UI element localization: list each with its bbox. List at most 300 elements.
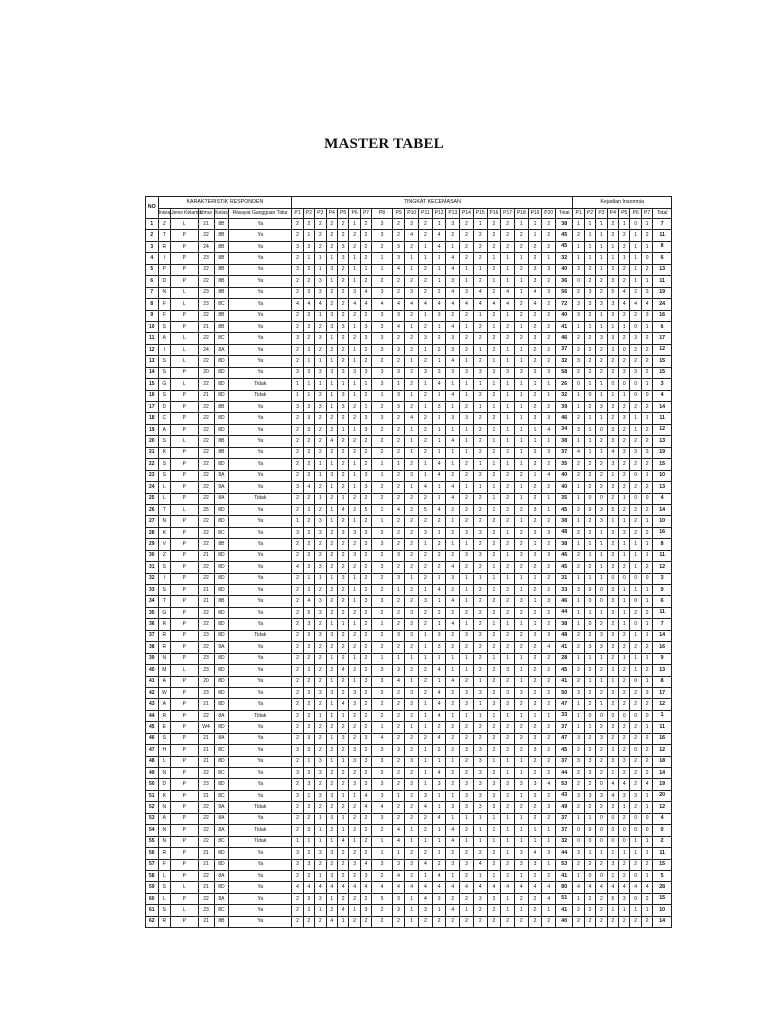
insomnia-score-cell: 2 bbox=[607, 482, 618, 493]
anxiety-score-cell: 3 bbox=[337, 390, 348, 401]
age-cell: 24 bbox=[198, 344, 214, 355]
row-number-cell: 31 bbox=[146, 562, 159, 573]
anxiety-score-cell: 1 bbox=[487, 870, 501, 881]
anxiety-score-cell: 3 bbox=[315, 333, 326, 344]
anxiety-score-cell: 1 bbox=[405, 676, 419, 687]
insomnia-score-cell: 0 bbox=[584, 504, 595, 515]
anxiety-score-cell: 1 bbox=[326, 836, 337, 847]
gender-cell: P bbox=[171, 607, 198, 618]
anxiety-score-cell: 2 bbox=[432, 287, 446, 298]
insomnia-score-cell: 0 bbox=[630, 219, 641, 230]
insomnia-score-cell: 1 bbox=[607, 516, 618, 527]
class-cell: 8D bbox=[214, 848, 229, 859]
anxiety-score-cell: 2 bbox=[392, 287, 405, 298]
insomnia-score-cell: 1 bbox=[619, 607, 630, 618]
anxiety-score-cell: 2 bbox=[460, 459, 474, 470]
anxiety-score-cell: 2 bbox=[292, 550, 303, 561]
insomnia-score-cell: 1 bbox=[630, 264, 641, 275]
class-cell: 8B bbox=[214, 436, 229, 447]
anxiety-score-cell: 2 bbox=[337, 859, 348, 870]
anxiety-score-cell: 2 bbox=[349, 413, 360, 424]
anxiety-score-cell: 3 bbox=[487, 367, 501, 378]
anxiety-score-cell: 2 bbox=[487, 413, 501, 424]
anxiety-score-cell: 2 bbox=[315, 539, 326, 550]
anxiety-score-cell: 1 bbox=[405, 836, 419, 847]
anxiety-score-cell: 2 bbox=[315, 504, 326, 515]
anxiety-score-cell: 3 bbox=[473, 687, 487, 698]
anxiety-score-cell: 2 bbox=[460, 562, 474, 573]
anxiety-score-cell: 2 bbox=[349, 916, 360, 927]
sleep-history-cell: Ya bbox=[229, 916, 292, 927]
sleep-history-cell: Ya bbox=[229, 676, 292, 687]
class-cell: 8D bbox=[214, 653, 229, 664]
anxiety-score-cell: 1 bbox=[528, 470, 542, 481]
class-cell: 8C bbox=[214, 905, 229, 916]
gender-cell: L bbox=[171, 665, 198, 676]
anxiety-score-cell: 2 bbox=[487, 539, 501, 550]
col-header-char: Umur bbox=[198, 209, 214, 219]
age-cell: 22 bbox=[198, 402, 214, 413]
anxiety-score-cell: 1 bbox=[514, 402, 528, 413]
insomnia-score-cell: 0 bbox=[596, 596, 607, 607]
anxiety-score-cell: 2 bbox=[528, 756, 542, 767]
table-row bbox=[146, 630, 672, 641]
insomnia-score-cell: 2 bbox=[596, 745, 607, 756]
anxiety-score-cell: 3 bbox=[405, 219, 419, 230]
anxiety-score-cell: 2 bbox=[542, 516, 556, 527]
anxiety-score-cell: 1 bbox=[514, 287, 528, 298]
age-cell: 22 bbox=[198, 436, 214, 447]
anxiety-score-cell: 1 bbox=[405, 436, 419, 447]
insomnia-score-cell: 1 bbox=[641, 676, 652, 687]
anxiety-total-cell: 34 bbox=[556, 424, 573, 435]
anxiety-score-cell: 3 bbox=[372, 219, 393, 230]
anxiety-score-cell: 2 bbox=[315, 653, 326, 664]
insomnia-score-cell: 1 bbox=[641, 848, 652, 859]
anxiety-score-cell: 1 bbox=[372, 504, 393, 515]
sleep-history-cell: Tidak bbox=[229, 825, 292, 836]
age-cell: 22 bbox=[198, 459, 214, 470]
initial-cell: R bbox=[158, 642, 171, 653]
insomnia-score-cell: 3 bbox=[619, 527, 630, 538]
anxiety-score-cell: 2 bbox=[292, 573, 303, 584]
anxiety-score-cell: 3 bbox=[303, 241, 314, 252]
insomnia-score-cell: 1 bbox=[596, 539, 607, 550]
anxiety-total-cell: 48 bbox=[556, 527, 573, 538]
anxiety-score-cell: 2 bbox=[315, 733, 326, 744]
class-cell: 8D bbox=[214, 390, 229, 401]
insomnia-total-cell: 18 bbox=[653, 756, 672, 767]
anxiety-score-cell: 1 bbox=[315, 253, 326, 264]
sleep-history-cell: Ya bbox=[229, 870, 292, 881]
table-row bbox=[146, 710, 672, 721]
anxiety-score-cell: 3 bbox=[303, 424, 314, 435]
anxiety-score-cell: 2 bbox=[473, 390, 487, 401]
anxiety-score-cell: 2 bbox=[514, 241, 528, 252]
table-row bbox=[146, 482, 672, 493]
insomnia-score-cell: 1 bbox=[641, 550, 652, 561]
col-header-anxiety: P20 bbox=[542, 209, 556, 219]
insomnia-score-cell: 4 bbox=[619, 287, 630, 298]
insomnia-score-cell: 1 bbox=[573, 893, 584, 904]
anxiety-total-cell: 53 bbox=[556, 779, 573, 790]
anxiety-score-cell: 3 bbox=[337, 527, 348, 538]
anxiety-score-cell: 1 bbox=[432, 802, 446, 813]
gender-cell: L bbox=[171, 219, 198, 230]
insomnia-score-cell: 2 bbox=[584, 470, 595, 481]
insomnia-score-cell: 0 bbox=[607, 573, 618, 584]
gender-cell: P bbox=[171, 596, 198, 607]
class-cell: 8D bbox=[214, 699, 229, 710]
anxiety-score-cell: 2 bbox=[528, 665, 542, 676]
insomnia-score-cell: 2 bbox=[607, 642, 618, 653]
sleep-history-cell: Ya bbox=[229, 756, 292, 767]
class-cell: 8C bbox=[214, 333, 229, 344]
anxiety-total-cell: 53 bbox=[556, 859, 573, 870]
anxiety-score-cell: 2 bbox=[326, 550, 337, 561]
anxiety-score-cell: 1 bbox=[349, 619, 360, 630]
anxiety-score-cell: 1 bbox=[501, 905, 515, 916]
insomnia-score-cell: 1 bbox=[596, 562, 607, 573]
anxiety-score-cell: 1 bbox=[487, 756, 501, 767]
insomnia-score-cell: 2 bbox=[641, 482, 652, 493]
anxiety-score-cell: 3 bbox=[372, 333, 393, 344]
anxiety-score-cell: 2 bbox=[460, 493, 474, 504]
insomnia-score-cell: 3 bbox=[573, 264, 584, 275]
insomnia-score-cell: 2 bbox=[630, 756, 641, 767]
anxiety-score-cell: 3 bbox=[405, 619, 419, 630]
anxiety-score-cell: 2 bbox=[326, 607, 337, 618]
anxiety-score-cell: 4 bbox=[501, 287, 515, 298]
anxiety-score-cell: 2 bbox=[432, 859, 446, 870]
insomnia-score-cell: 3 bbox=[641, 687, 652, 698]
anxiety-score-cell: 2 bbox=[303, 276, 314, 287]
anxiety-score-cell: 2 bbox=[501, 596, 515, 607]
insomnia-score-cell: 3 bbox=[607, 527, 618, 538]
insomnia-score-cell: 1 bbox=[619, 219, 630, 230]
anxiety-total-cell: 45 bbox=[556, 562, 573, 573]
initial-cell: K bbox=[158, 527, 171, 538]
insomnia-score-cell: 3 bbox=[607, 596, 618, 607]
anxiety-score-cell: 3 bbox=[326, 310, 337, 321]
insomnia-score-cell: 0 bbox=[584, 836, 595, 847]
anxiety-score-cell: 2 bbox=[315, 219, 326, 230]
table-row bbox=[146, 321, 672, 332]
anxiety-score-cell: 1 bbox=[460, 424, 474, 435]
anxiety-score-cell: 3 bbox=[372, 859, 393, 870]
insomnia-score-cell: 3 bbox=[596, 333, 607, 344]
anxiety-score-cell: 3 bbox=[326, 848, 337, 859]
anxiety-score-cell: 3 bbox=[446, 802, 460, 813]
anxiety-score-cell: 2 bbox=[349, 607, 360, 618]
insomnia-score-cell: 2 bbox=[573, 562, 584, 573]
anxiety-score-cell: 1 bbox=[446, 653, 460, 664]
gender-cell: P bbox=[171, 241, 198, 252]
insomnia-total-cell: 1 bbox=[653, 710, 672, 721]
class-cell: 8D bbox=[214, 562, 229, 573]
anxiety-score-cell: 2 bbox=[292, 253, 303, 264]
insomnia-score-cell: 1 bbox=[619, 253, 630, 264]
insomnia-score-cell: 2 bbox=[584, 916, 595, 927]
table-row bbox=[146, 653, 672, 664]
gender-cell: P bbox=[171, 768, 198, 779]
anxiety-score-cell: 2 bbox=[326, 779, 337, 790]
anxiety-score-cell: 3 bbox=[292, 241, 303, 252]
insomnia-score-cell: 2 bbox=[596, 905, 607, 916]
anxiety-score-cell: 2 bbox=[542, 276, 556, 287]
anxiety-score-cell: 2 bbox=[419, 665, 433, 676]
anxiety-score-cell: 4 bbox=[432, 470, 446, 481]
anxiety-score-cell: 2 bbox=[473, 733, 487, 744]
anxiety-score-cell: 1 bbox=[419, 402, 433, 413]
class-cell: 8B bbox=[214, 253, 229, 264]
sleep-history-cell: Ya bbox=[229, 562, 292, 573]
sleep-history-cell: Ya bbox=[229, 333, 292, 344]
insomnia-score-cell: 1 bbox=[641, 516, 652, 527]
anxiety-score-cell: 4 bbox=[432, 504, 446, 515]
class-cell: 8A bbox=[214, 482, 229, 493]
table-row bbox=[146, 504, 672, 515]
row-number-cell: 44 bbox=[146, 710, 159, 721]
anxiety-score-cell: 1 bbox=[315, 356, 326, 367]
anxiety-score-cell: 3 bbox=[473, 802, 487, 813]
class-cell: 8D bbox=[214, 756, 229, 767]
insomnia-score-cell: 0 bbox=[573, 825, 584, 836]
anxiety-score-cell: 2 bbox=[326, 219, 337, 230]
class-cell: 8A bbox=[214, 802, 229, 813]
anxiety-score-cell: 2 bbox=[326, 299, 337, 310]
anxiety-score-cell: 3 bbox=[360, 413, 371, 424]
anxiety-score-cell: 2 bbox=[473, 504, 487, 515]
anxiety-score-cell: 2 bbox=[315, 642, 326, 653]
insomnia-score-cell: 2 bbox=[584, 276, 595, 287]
anxiety-score-cell: 1 bbox=[432, 905, 446, 916]
insomnia-score-cell: 1 bbox=[596, 653, 607, 664]
anxiety-score-cell: 2 bbox=[315, 665, 326, 676]
insomnia-score-cell: 4 bbox=[641, 779, 652, 790]
anxiety-score-cell: 2 bbox=[487, 230, 501, 241]
col-header-insomnia: Total bbox=[653, 209, 672, 219]
insomnia-score-cell: 2 bbox=[596, 356, 607, 367]
age-cell: 22 bbox=[198, 607, 214, 618]
age-cell: 23 bbox=[198, 253, 214, 264]
row-number-cell: 41 bbox=[146, 676, 159, 687]
insomnia-score-cell: 2 bbox=[641, 459, 652, 470]
insomnia-score-cell: 4 bbox=[573, 447, 584, 458]
insomnia-score-cell: 2 bbox=[630, 733, 641, 744]
anxiety-score-cell: 2 bbox=[460, 402, 474, 413]
anxiety-score-cell: 4 bbox=[292, 562, 303, 573]
anxiety-score-cell: 2 bbox=[372, 699, 393, 710]
anxiety-score-cell: 2 bbox=[292, 504, 303, 515]
row-number-cell: 16 bbox=[146, 390, 159, 401]
age-cell: 22 bbox=[198, 482, 214, 493]
anxiety-score-cell: 1 bbox=[501, 573, 515, 584]
anxiety-score-cell: 3 bbox=[303, 779, 314, 790]
anxiety-score-cell: 2 bbox=[337, 676, 348, 687]
anxiety-score-cell: 3 bbox=[337, 402, 348, 413]
insomnia-score-cell: 3 bbox=[596, 299, 607, 310]
anxiety-score-cell: 4 bbox=[446, 253, 460, 264]
insomnia-score-cell: 2 bbox=[584, 344, 595, 355]
anxiety-score-cell: 1 bbox=[487, 573, 501, 584]
anxiety-score-cell: 2 bbox=[419, 676, 433, 687]
anxiety-score-cell: 2 bbox=[292, 642, 303, 653]
insomnia-score-cell: 2 bbox=[630, 802, 641, 813]
initial-cell: L bbox=[158, 870, 171, 881]
anxiety-score-cell: 2 bbox=[487, 848, 501, 859]
insomnia-score-cell: 1 bbox=[607, 241, 618, 252]
anxiety-score-cell: 1 bbox=[501, 836, 515, 847]
anxiety-score-cell: 2 bbox=[360, 699, 371, 710]
insomnia-score-cell: 1 bbox=[584, 219, 595, 230]
insomnia-score-cell: 2 bbox=[641, 699, 652, 710]
initial-cell: M bbox=[158, 665, 171, 676]
table-row bbox=[146, 390, 672, 401]
insomnia-score-cell: 2 bbox=[607, 916, 618, 927]
sleep-history-cell: Ya bbox=[229, 539, 292, 550]
anxiety-score-cell: 2 bbox=[360, 813, 371, 824]
initial-cell: A bbox=[158, 813, 171, 824]
anxiety-score-cell: 3 bbox=[446, 413, 460, 424]
insomnia-score-cell: 0 bbox=[641, 710, 652, 721]
table-row bbox=[146, 870, 672, 881]
anxiety-score-cell: 4 bbox=[372, 802, 393, 813]
age-cell: 22 bbox=[198, 539, 214, 550]
insomnia-score-cell: 2 bbox=[596, 459, 607, 470]
anxiety-score-cell: 2 bbox=[542, 482, 556, 493]
sleep-history-cell: Ya bbox=[229, 790, 292, 801]
anxiety-score-cell: 4 bbox=[514, 882, 528, 893]
insomnia-score-cell: 0 bbox=[630, 493, 641, 504]
gender-cell: L bbox=[171, 333, 198, 344]
anxiety-score-cell: 2 bbox=[349, 825, 360, 836]
insomnia-score-cell: 2 bbox=[641, 607, 652, 618]
anxiety-score-cell: 2 bbox=[405, 516, 419, 527]
anxiety-score-cell: 1 bbox=[514, 379, 528, 390]
gender-cell: P bbox=[171, 573, 198, 584]
insomnia-score-cell: 2 bbox=[641, 859, 652, 870]
table-row bbox=[146, 230, 672, 241]
anxiety-score-cell: 2 bbox=[432, 550, 446, 561]
insomnia-score-cell: 2 bbox=[607, 699, 618, 710]
insomnia-score-cell: 2 bbox=[596, 893, 607, 904]
row-number-cell: 50 bbox=[146, 779, 159, 790]
anxiety-score-cell: 2 bbox=[487, 241, 501, 252]
table-row bbox=[146, 219, 672, 230]
anxiety-score-cell: 2 bbox=[337, 299, 348, 310]
insomnia-score-cell: 2 bbox=[641, 504, 652, 515]
anxiety-score-cell: 1 bbox=[487, 436, 501, 447]
initial-cell: R bbox=[158, 710, 171, 721]
anxiety-score-cell: 3 bbox=[432, 310, 446, 321]
anxiety-score-cell: 1 bbox=[405, 722, 419, 733]
insomnia-score-cell: 2 bbox=[641, 333, 652, 344]
insomnia-score-cell: 3 bbox=[641, 287, 652, 298]
anxiety-score-cell: 1 bbox=[446, 539, 460, 550]
class-cell: 8D bbox=[214, 379, 229, 390]
anxiety-score-cell: 3 bbox=[528, 779, 542, 790]
insomnia-score-cell: 5 bbox=[607, 893, 618, 904]
anxiety-score-cell: 3 bbox=[446, 276, 460, 287]
gender-cell: P bbox=[171, 470, 198, 481]
gender-cell: P bbox=[171, 802, 198, 813]
insomnia-score-cell: 3 bbox=[630, 333, 641, 344]
anxiety-score-cell: 1 bbox=[542, 436, 556, 447]
anxiety-score-cell: 3 bbox=[432, 779, 446, 790]
anxiety-score-cell: 2 bbox=[292, 687, 303, 698]
insomnia-total-cell: 14 bbox=[653, 916, 672, 927]
insomnia-score-cell: 1 bbox=[619, 596, 630, 607]
gender-cell: P bbox=[171, 699, 198, 710]
anxiety-score-cell: 1 bbox=[460, 264, 474, 275]
anxiety-score-cell: 2 bbox=[432, 745, 446, 756]
class-cell: 8B bbox=[214, 264, 229, 275]
anxiety-score-cell: 3 bbox=[349, 527, 360, 538]
anxiety-score-cell: 3 bbox=[542, 550, 556, 561]
anxiety-score-cell: 2 bbox=[292, 607, 303, 618]
insomnia-score-cell: 0 bbox=[630, 745, 641, 756]
row-number-cell: 48 bbox=[146, 756, 159, 767]
anxiety-score-cell: 4 bbox=[432, 733, 446, 744]
insomnia-score-cell: 2 bbox=[619, 676, 630, 687]
anxiety-score-cell: 2 bbox=[514, 539, 528, 550]
sleep-history-cell: Ya bbox=[229, 264, 292, 275]
anxiety-score-cell: 2 bbox=[372, 482, 393, 493]
anxiety-score-cell: 3 bbox=[326, 470, 337, 481]
insomnia-score-cell: 3 bbox=[607, 424, 618, 435]
anxiety-score-cell: 2 bbox=[315, 859, 326, 870]
insomnia-score-cell: 2 bbox=[619, 642, 630, 653]
insomnia-total-cell: 12 bbox=[653, 745, 672, 756]
anxiety-score-cell: 2 bbox=[360, 619, 371, 630]
anxiety-score-cell: 3 bbox=[514, 550, 528, 561]
anxiety-score-cell: 3 bbox=[326, 367, 337, 378]
anxiety-score-cell: 3 bbox=[315, 848, 326, 859]
anxiety-score-cell: 2 bbox=[349, 402, 360, 413]
insomnia-score-cell: 1 bbox=[641, 630, 652, 641]
table-row bbox=[146, 619, 672, 630]
anxiety-score-cell: 2 bbox=[542, 321, 556, 332]
anxiety-score-cell: 1 bbox=[487, 379, 501, 390]
anxiety-score-cell: 2 bbox=[487, 859, 501, 870]
anxiety-score-cell: 3 bbox=[315, 630, 326, 641]
anxiety-score-cell: 2 bbox=[349, 230, 360, 241]
col-header-anxiety: P14 bbox=[460, 209, 474, 219]
anxiety-score-cell: 2 bbox=[514, 333, 528, 344]
age-cell: 23 bbox=[198, 630, 214, 641]
anxiety-score-cell: 2 bbox=[473, 630, 487, 641]
insomnia-score-cell: 3 bbox=[619, 447, 630, 458]
anxiety-score-cell: 2 bbox=[446, 699, 460, 710]
anxiety-score-cell: 1 bbox=[514, 321, 528, 332]
anxiety-score-cell: 2 bbox=[501, 482, 515, 493]
anxiety-score-cell: 5 bbox=[419, 504, 433, 515]
anxiety-score-cell: 2 bbox=[473, 333, 487, 344]
insomnia-total-cell: 17 bbox=[653, 687, 672, 698]
anxiety-score-cell: 2 bbox=[405, 848, 419, 859]
anxiety-score-cell: 3 bbox=[326, 813, 337, 824]
row-number-cell: 9 bbox=[146, 310, 159, 321]
insomnia-score-cell: 1 bbox=[641, 836, 652, 847]
insomnia-score-cell: 0 bbox=[573, 379, 584, 390]
anxiety-score-cell: 1 bbox=[501, 825, 515, 836]
anxiety-score-cell: 3 bbox=[542, 596, 556, 607]
anxiety-score-cell: 2 bbox=[460, 733, 474, 744]
anxiety-score-cell: 1 bbox=[460, 813, 474, 824]
anxiety-score-cell: 1 bbox=[446, 813, 460, 824]
table-row bbox=[146, 459, 672, 470]
